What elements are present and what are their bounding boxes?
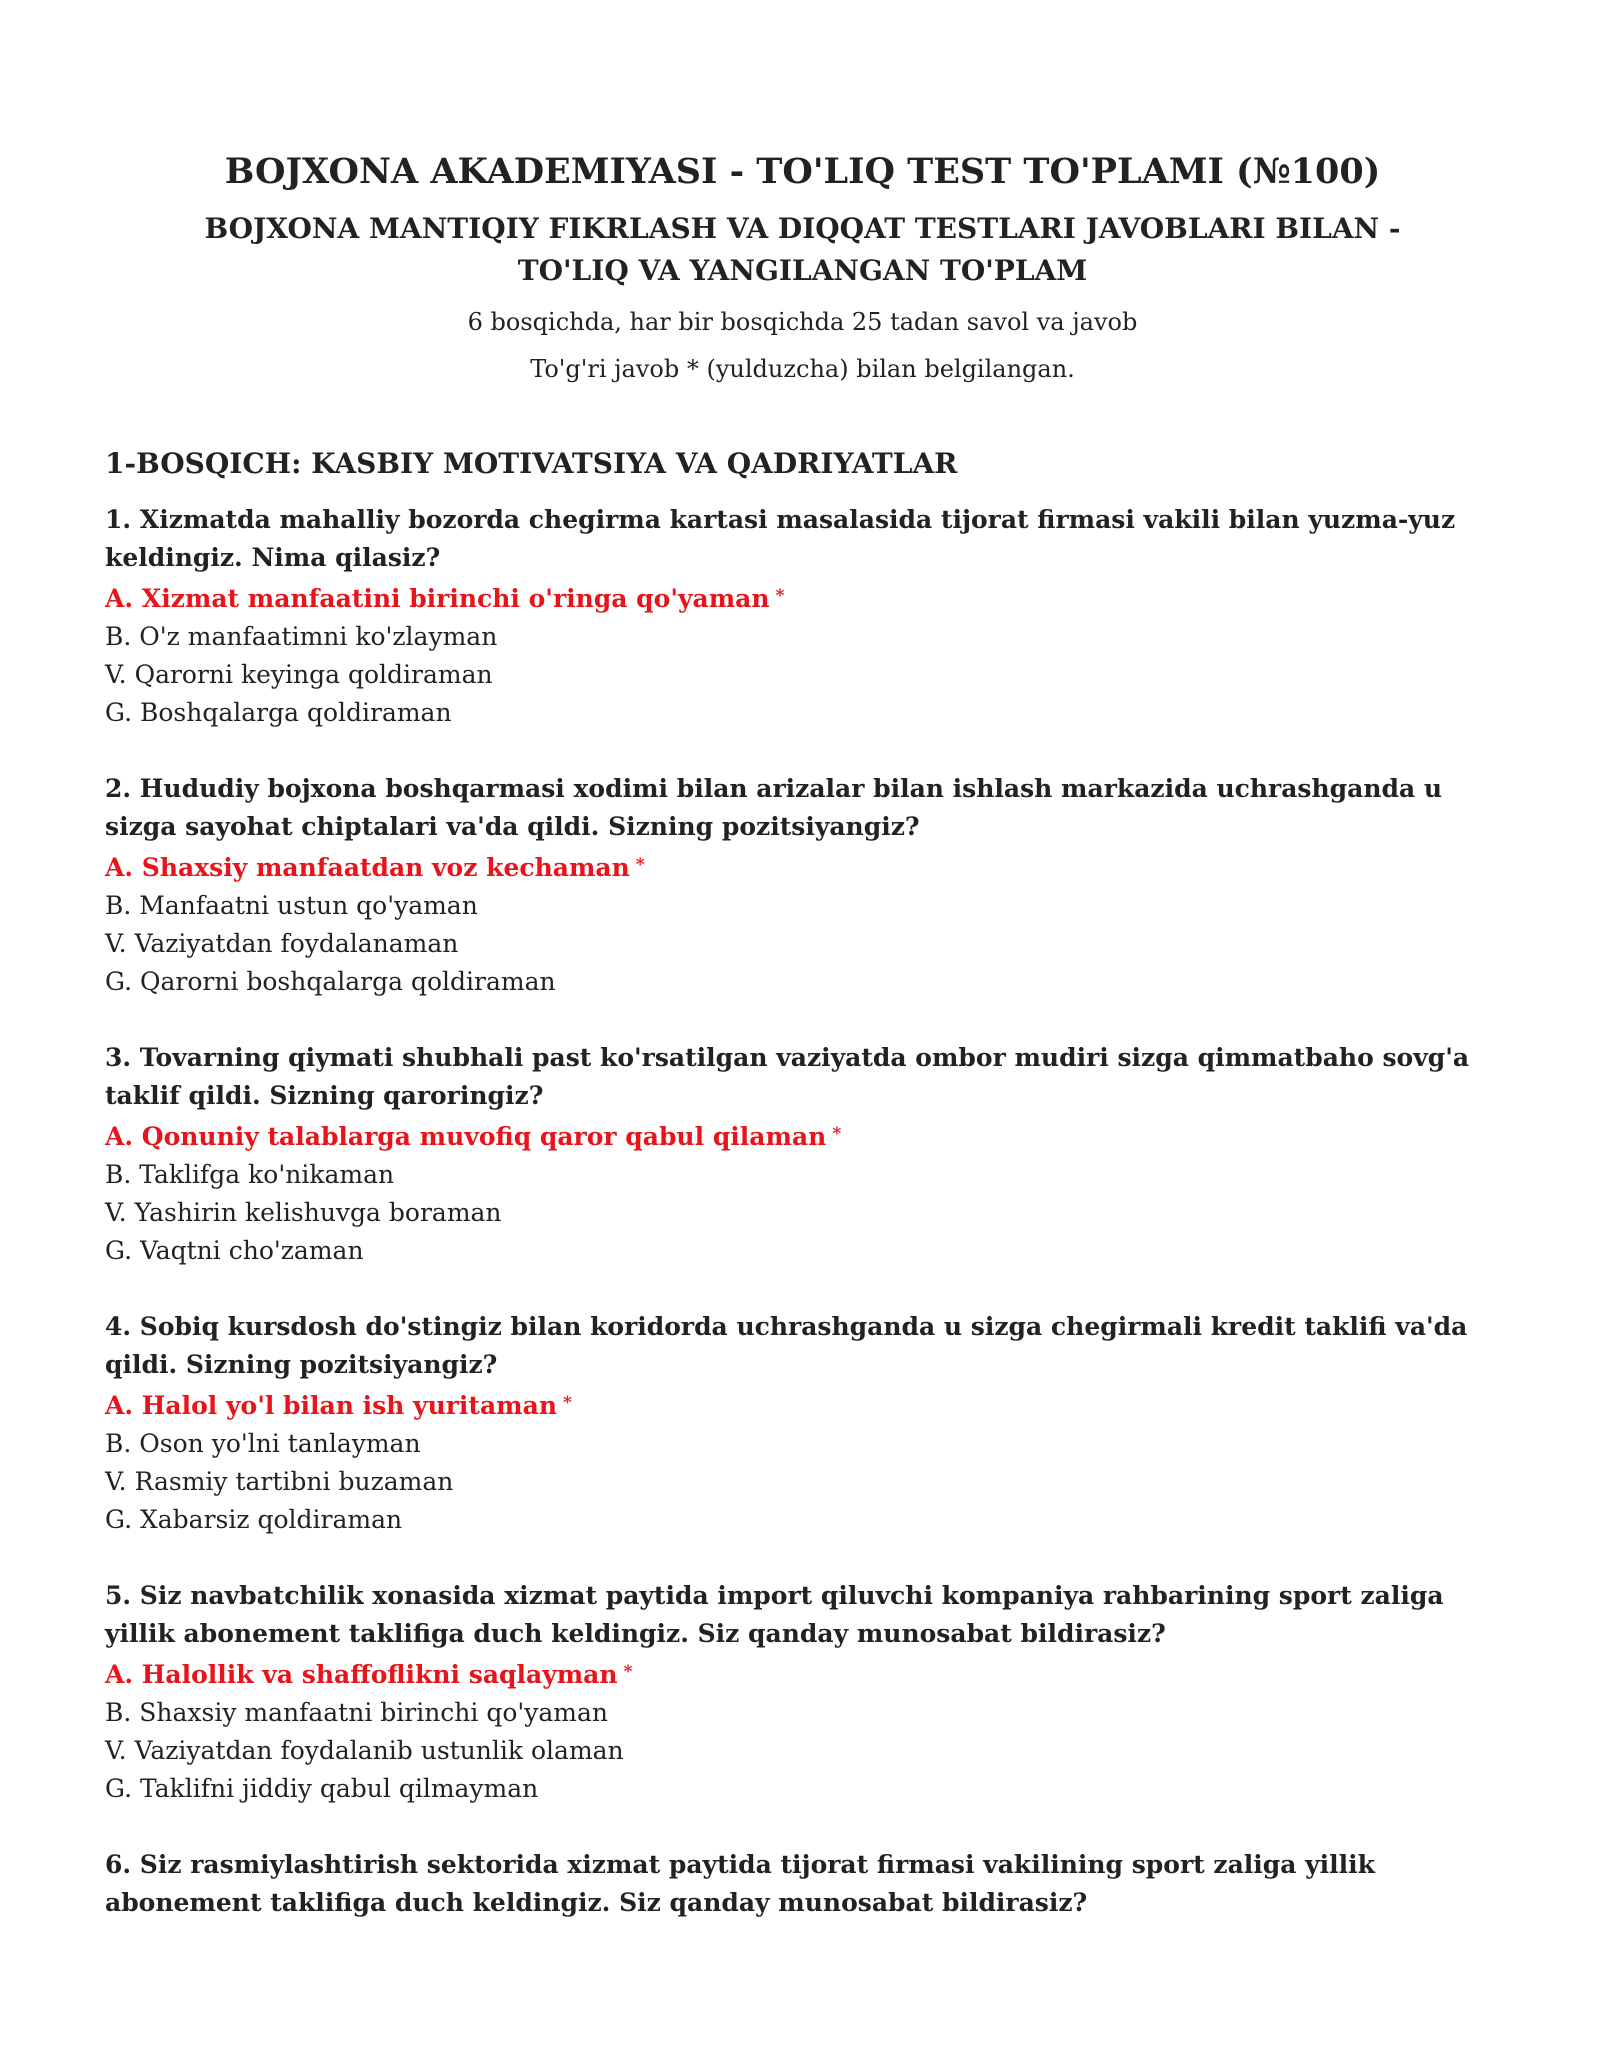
correct-answer bbox=[105, 1387, 1500, 1425]
correct-answer-label: A. Shaxsiy manfaatdan voz kechaman bbox=[105, 852, 630, 882]
question-item bbox=[105, 1846, 1500, 1922]
document-note-answer-key: To'g'ri javob * (yulduzcha) bilan belgilangan. bbox=[530, 354, 1075, 383]
answer-option: V. Rasmiy tartibni buzaman bbox=[105, 1466, 454, 1496]
question-text: 4. Sobiq kursdosh do'stingiz bilan koridorda uchrashganda u sizga chegirmali kredit taklifi va'da qildi. Sizning pozitsiyangiz? bbox=[105, 1311, 1468, 1379]
answer-option: V. Vaziyatdan foydalanaman bbox=[105, 928, 459, 958]
correct-marker: * bbox=[775, 585, 785, 606]
document-subtitle: BOJXONA MANTIQIY FIKRLASH VA DIQQAT TESTLARI JAVOBLARI BILAN - TO'LIQ VA YANGILANGAN TO'PLAM bbox=[204, 211, 1401, 287]
correct-answer bbox=[105, 849, 1500, 887]
question-text: 2. Hududiy bojxona boshqarmasi xodimi bilan arizalar bilan ishlash markazida uchrashganda u sizga sayohat chiptalari va'da qildi. Sizning pozitsiyangiz? bbox=[105, 773, 1443, 841]
question-item bbox=[105, 1039, 1500, 1270]
document-title: BOJXONA AKADEMIYASI - TO'LIQ TEST TO'PLAMI (№100) bbox=[224, 151, 1381, 192]
question-text: 6. Siz rasmiylashtirish sektorida xizmat paytida tijorat firmasi vakilining sport zaliga yillik abonement taklifiga duch keldingiz. Siz qanday munosabat bildirasiz? bbox=[105, 1849, 1375, 1917]
section-title: 1-BOSQICH: KASBIY MOTIVATSIYA VA QADRIYATLAR bbox=[105, 447, 958, 481]
correct-answer bbox=[105, 1118, 1500, 1156]
correct-marker: * bbox=[563, 1392, 572, 1413]
answer-option: B. Oson yo'lni tanlayman bbox=[105, 1428, 421, 1458]
answer-option: G. Qarorni boshqalarga qoldiraman bbox=[105, 966, 556, 996]
correct-marker: * bbox=[832, 1123, 842, 1144]
correct-marker: * bbox=[635, 854, 645, 875]
question-item bbox=[105, 1577, 1500, 1808]
answer-option: B. Taklifga ko'nikaman bbox=[105, 1159, 395, 1189]
correct-answer bbox=[105, 1656, 1500, 1694]
question-text: 1. Xizmatda mahalliy bozorda chegirma kartasi masalasida tijorat firmasi vakili bilan yuzma-yuz keldingiz. Nima qilasiz? bbox=[105, 504, 1456, 572]
answer-option: B. Shaxsiy manfaatni birinchi qo'yaman bbox=[105, 1697, 609, 1727]
answer-option: V. Qarorni keyinga qoldiraman bbox=[105, 659, 493, 689]
answer-option: G. Boshqalarga qoldiraman bbox=[105, 697, 452, 727]
question-item bbox=[105, 1308, 1500, 1539]
answer-option: G. Taklifni jiddiy qabul qilmayman bbox=[105, 1773, 539, 1803]
question-item bbox=[105, 501, 1500, 732]
correct-answer-label: A. Halol yo'l bilan ish yuritaman bbox=[105, 1390, 558, 1420]
question-list bbox=[105, 501, 1500, 1922]
correct-marker: * bbox=[623, 1661, 633, 1682]
answer-option: G. Xabarsiz qoldiraman bbox=[105, 1504, 403, 1534]
answer-option: V. Yashirin kelishuvga boraman bbox=[105, 1197, 502, 1227]
answer-option: G. Vaqtni cho'zaman bbox=[105, 1235, 364, 1265]
answer-option: B. Manfaatni ustun qo'yaman bbox=[105, 890, 478, 920]
answer-option: B. O'z manfaatimni ko'zlayman bbox=[105, 621, 498, 651]
answer-option: V. Vaziyatdan foydalanib ustunlik olaman bbox=[105, 1735, 624, 1765]
question-text: 5. Siz navbatchilik xonasida xizmat paytida import qiluvchi kompaniya rahbarining sport zaliga yillik abonement taklifiga duch keldingiz. Siz qanday munosabat bildirasiz? bbox=[105, 1580, 1444, 1648]
correct-answer-label: A. Halollik va shaffoflikni saqlayman bbox=[105, 1659, 618, 1689]
question-item bbox=[105, 770, 1500, 1001]
document-note-stages: 6 bosqichda, har bir bosqichda 25 tadan savol va javob bbox=[467, 307, 1138, 336]
correct-answer bbox=[105, 580, 1500, 618]
correct-answer-label: A. Xizmat manfaatini birinchi o'ringa qo'yaman bbox=[105, 583, 770, 613]
question-text: 3. Tovarning qiymati shubhali past ko'rsatilgan vaziyatda ombor mudiri sizga qimmatbaho sovg'a taklif qildi. Sizning qaroringiz? bbox=[105, 1042, 1470, 1110]
correct-answer-label: A. Qonuniy talablarga muvofiq qaror qabul qilaman bbox=[105, 1121, 827, 1151]
